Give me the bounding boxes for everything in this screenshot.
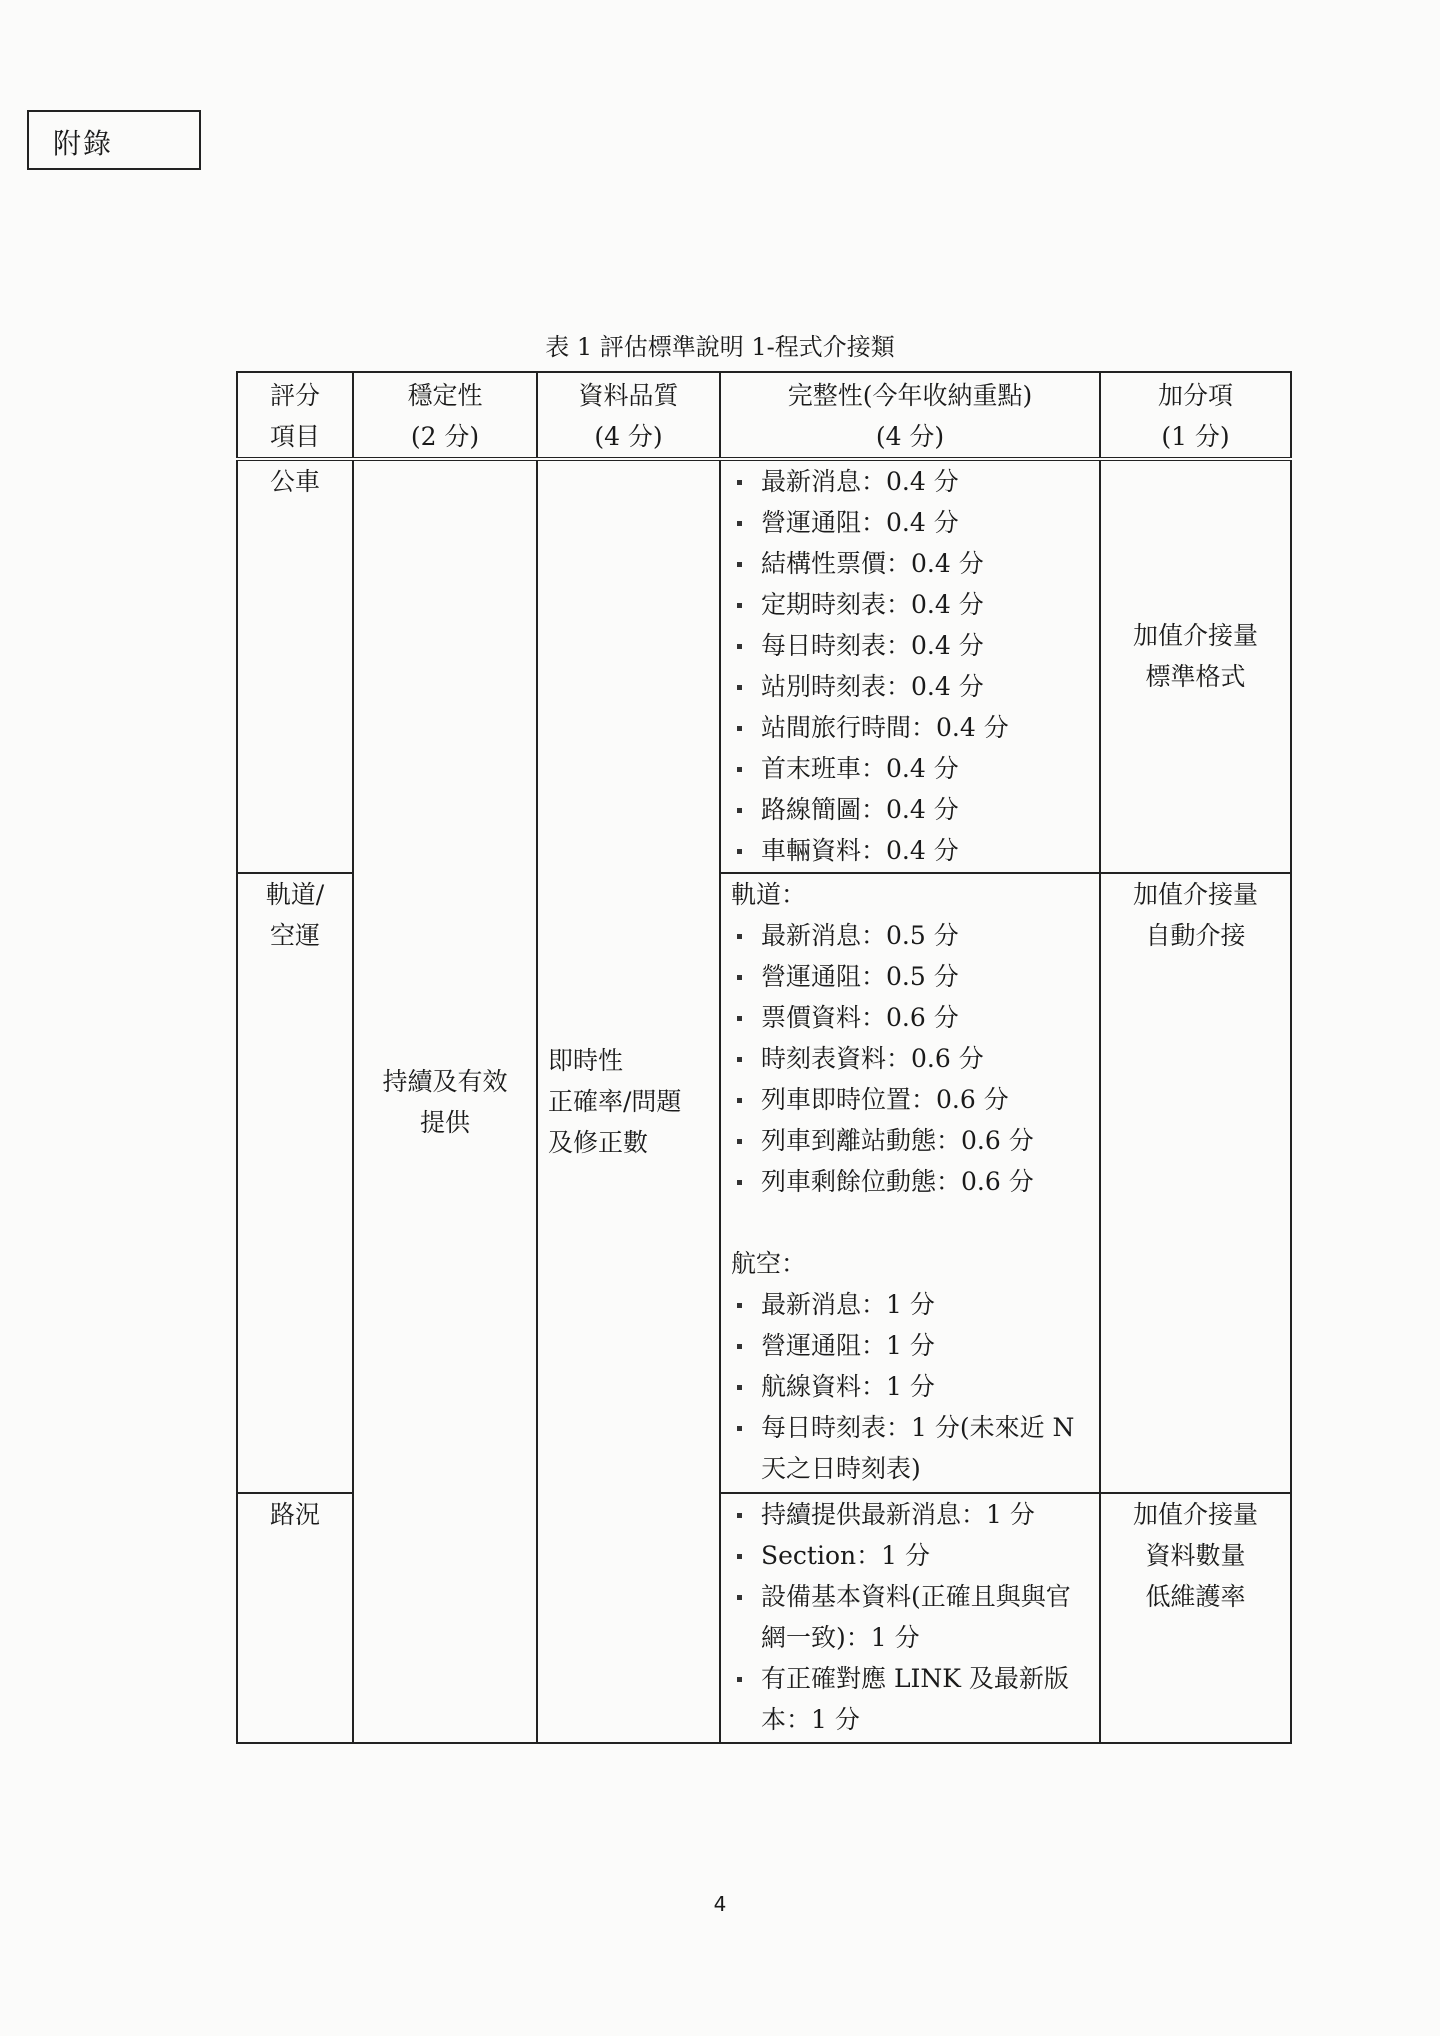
completeness-bus [720,459,1100,873]
criteria-table [236,371,1292,1744]
page-number: 4 [713,1892,727,1916]
header-row [237,372,1291,459]
list-item: 營運通阻：1 分 [731,1325,1089,1366]
row-bus [237,459,1291,873]
bus-item-list [731,461,1089,871]
list-item: 營運通阻：0.4 分 [731,502,1089,543]
list-item: 定期時刻表：0.4 分 [731,584,1089,625]
list-item: 每日時刻表：1 分(未來近 N 天之日時刻表) [731,1407,1089,1489]
list-item: 路線簡圖：0.4 分 [731,789,1089,830]
list-item: 站別時刻表：0.4 分 [731,666,1089,707]
bonus-road: 加值介接量 資料數量 低維護率 [1100,1493,1291,1743]
list-item: 設備基本資料(正確且與與官網一致)：1 分 [731,1576,1089,1658]
rail-heading: 軌道： [731,880,807,909]
item-rail-air: 軌道/ 空運 [237,873,353,1493]
list-item: 有正確對應 LINK 及最新版本：1 分 [731,1658,1089,1740]
list-item: 每日時刻表：0.4 分 [731,625,1089,666]
list-item: 航線資料：1 分 [731,1366,1089,1407]
header-completeness: 完整性(今年收納重點) (4 分) [720,372,1100,459]
header-stability: 穩定性 (2 分) [353,372,537,459]
air-heading: 航空： [731,1249,807,1278]
list-item: 列車到離站動態：0.6 分 [731,1120,1089,1161]
header-quality: 資料品質 (4 分) [537,372,720,459]
list-item: 列車剩餘位動態：0.6 分 [731,1161,1089,1202]
quality-cell: 即時性 正確率/問題 及修正數 [537,459,720,1743]
air-item-list [731,1284,1089,1489]
completeness-road [720,1493,1100,1743]
road-item-list [731,1494,1089,1740]
list-item: 營運通阻：0.5 分 [731,956,1089,997]
bonus-rail-air: 加值介接量 自動介接 [1100,873,1291,1493]
list-item: 持續提供最新消息：1 分 [731,1494,1089,1535]
list-item: 首末班車：0.4 分 [731,748,1089,789]
stability-cell: 持續及有效 提供 [353,459,537,1743]
item-road: 路況 [237,1493,353,1743]
list-item: Section：1 分 [731,1535,1089,1576]
list-item: 站間旅行時間：0.4 分 [731,707,1089,748]
list-item: 最新消息：0.4 分 [731,461,1089,502]
list-item: 票價資料：0.6 分 [731,997,1089,1038]
list-item: 車輛資料：0.4 分 [731,830,1089,871]
list-item: 最新消息：0.5 分 [731,915,1089,956]
header-item: 評分 項目 [237,372,353,459]
completeness-rail-air [720,873,1100,1493]
appendix-label: 附錄 [27,110,201,170]
bonus-bus: 加值介接量 標準格式 [1100,459,1291,873]
list-item: 時刻表資料：0.6 分 [731,1038,1089,1079]
table-caption: 表 1 評估標準說明 1-程式介接類 [545,333,895,361]
list-item: 列車即時位置：0.6 分 [731,1079,1089,1120]
list-item: 最新消息：1 分 [731,1284,1089,1325]
item-bus: 公車 [237,459,353,873]
rail-item-list [731,915,1089,1202]
header-bonus: 加分項 (1 分) [1100,372,1291,459]
list-item: 結構性票價：0.4 分 [731,543,1089,584]
